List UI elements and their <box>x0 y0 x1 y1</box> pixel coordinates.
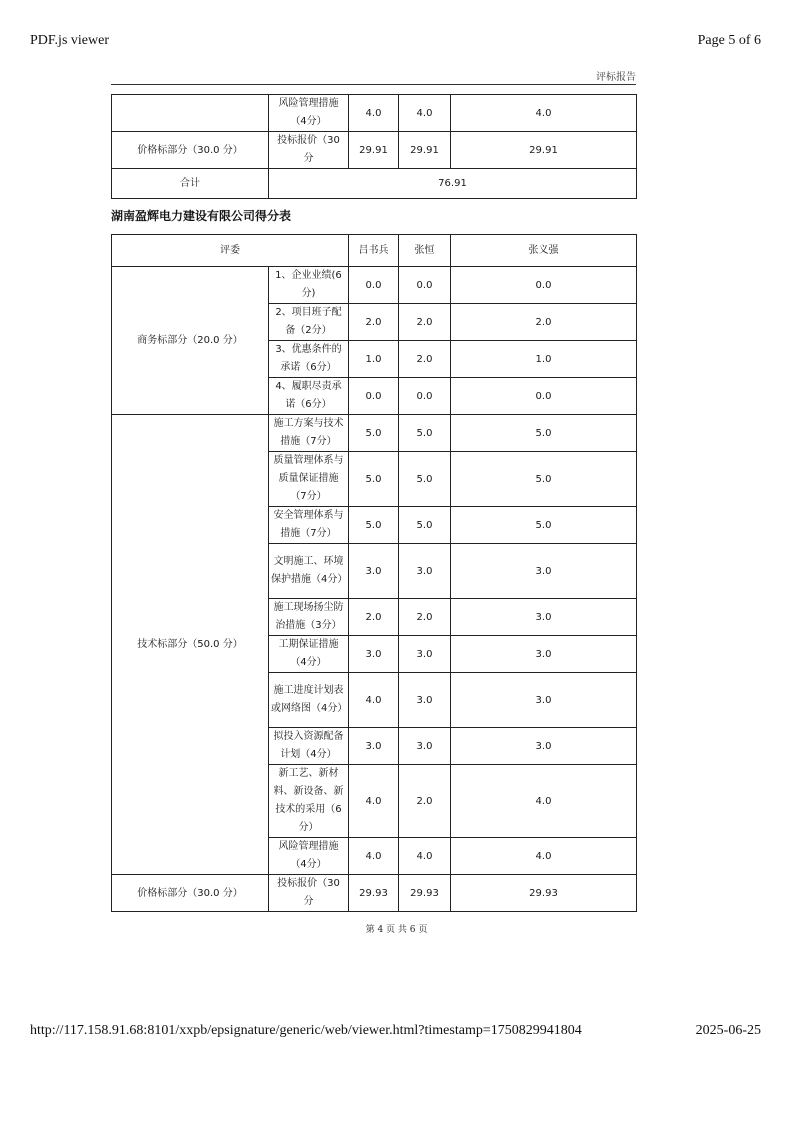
table-row <box>112 875 637 912</box>
judge-header: 张恒 <box>399 235 451 267</box>
score-cell: 5.0 <box>349 507 399 544</box>
score-cell: 5.0 <box>399 507 451 544</box>
score-cell: 4.0 <box>349 95 399 132</box>
criterion-cell: 施工方案与技术措施（7分） <box>269 415 349 452</box>
report-tag: 评标报告 <box>596 72 636 83</box>
score-cell: 4.0 <box>451 838 637 875</box>
score-cell: 5.0 <box>399 452 451 507</box>
score-cell: 2.0 <box>399 304 451 341</box>
score-cell: 29.93 <box>399 875 451 912</box>
score-cell: 3.0 <box>451 673 637 728</box>
total-label: 合计 <box>112 169 269 199</box>
score-cell: 4.0 <box>349 838 399 875</box>
score-cell: 2.0 <box>349 599 399 636</box>
score-cell: 29.93 <box>451 875 637 912</box>
score-cell: 29.91 <box>399 132 451 169</box>
score-cell: 0.0 <box>349 378 399 415</box>
prev-score-table <box>111 94 637 199</box>
score-cell: 5.0 <box>349 452 399 507</box>
score-cell: 4.0 <box>399 95 451 132</box>
judge-header: 张义强 <box>451 235 637 267</box>
total-row <box>112 169 637 199</box>
score-cell: 0.0 <box>451 378 637 415</box>
criterion-cell: 风险管理措施（4分） <box>269 838 349 875</box>
criterion-cell: 投标报价（30 分 <box>269 875 349 912</box>
page-number: 第 4 页 共 6 页 <box>365 925 428 935</box>
criterion-cell: 工期保证措施（4分） <box>269 636 349 673</box>
section-cell: 价格标部分（30.0 分） <box>112 875 269 912</box>
score-cell: 0.0 <box>451 267 637 304</box>
score-cell: 3.0 <box>451 599 637 636</box>
score-cell: 4.0 <box>399 838 451 875</box>
criterion-cell: 安全管理体系与措施（7分） <box>269 507 349 544</box>
score-cell: 0.0 <box>399 267 451 304</box>
criterion-cell: 2、项目班子配备（2分） <box>269 304 349 341</box>
score-cell: 3.0 <box>451 544 637 599</box>
table-row <box>112 95 637 132</box>
score-cell: 0.0 <box>349 267 399 304</box>
score-cell: 3.0 <box>399 728 451 765</box>
score-cell: 29.93 <box>349 875 399 912</box>
score-cell: 2.0 <box>399 599 451 636</box>
criterion-cell: 施工进度计划表或网络图（4分） <box>269 673 349 728</box>
table-row <box>112 132 637 169</box>
score-cell: 4.0 <box>451 765 637 838</box>
criterion-cell: 新工艺、新材料、新设备、新技术的采用（6分） <box>269 765 349 838</box>
score-cell: 2.0 <box>349 304 399 341</box>
criterion-cell: 施工现场扬尘防治措施（3分） <box>269 599 349 636</box>
app-title: PDF.js viewer <box>30 33 109 48</box>
score-table <box>111 234 637 912</box>
criterion-cell: 拟投入资源配备计划（4分） <box>269 728 349 765</box>
score-cell: 4.0 <box>349 765 399 838</box>
criterion-cell: 文明施工、环境保护措施（4分） <box>269 544 349 599</box>
section-cell: 技术标部分（50.0 分） <box>112 415 269 875</box>
score-cell: 29.91 <box>451 132 637 169</box>
score-cell: 5.0 <box>349 415 399 452</box>
score-cell: 5.0 <box>451 415 637 452</box>
score-cell: 3.0 <box>349 728 399 765</box>
page-indicator: Page 5 of 6 <box>697 33 761 48</box>
criterion-cell: 质量管理体系与质量保证措施（7分） <box>269 452 349 507</box>
table-row <box>112 267 637 304</box>
reviewer-header: 评委 <box>112 235 349 267</box>
score-cell: 4.0 <box>349 673 399 728</box>
total-value: 76.91 <box>269 169 637 199</box>
section-cell <box>112 95 269 132</box>
score-cell: 0.0 <box>399 378 451 415</box>
score-cell: 5.0 <box>451 507 637 544</box>
header-row <box>112 235 637 267</box>
criterion-cell: 1、企业业绩(6分) <box>269 267 349 304</box>
print-date: 2025-06-25 <box>695 1023 761 1038</box>
section-cell: 商务标部分（20.0 分） <box>112 267 269 415</box>
score-cell: 5.0 <box>451 452 637 507</box>
company-title: 湖南盈辉电力建设有限公司得分表 <box>111 209 292 223</box>
score-cell: 4.0 <box>451 95 637 132</box>
criterion-cell: 投标报价（30 分 <box>269 132 349 169</box>
header-rule <box>111 84 636 85</box>
table-row <box>112 415 637 452</box>
score-cell: 1.0 <box>451 341 637 378</box>
score-cell: 3.0 <box>399 673 451 728</box>
score-cell: 2.0 <box>399 341 451 378</box>
score-cell: 5.0 <box>399 415 451 452</box>
score-cell: 1.0 <box>349 341 399 378</box>
criterion-cell: 4、履职尽责承诺（6分） <box>269 378 349 415</box>
score-cell: 3.0 <box>399 544 451 599</box>
score-cell: 3.0 <box>349 636 399 673</box>
page-url: http://117.158.91.68:8101/xxpb/epsignature/generic/web/viewer.html?timestamp=1750829941804 <box>30 1023 582 1038</box>
section-cell: 价格标部分（30.0 分） <box>112 132 269 169</box>
criterion-cell: 3、优惠条件的承诺（6分） <box>269 341 349 378</box>
score-cell: 3.0 <box>451 728 637 765</box>
score-cell: 2.0 <box>451 304 637 341</box>
score-cell: 3.0 <box>451 636 637 673</box>
score-cell: 29.91 <box>349 132 399 169</box>
score-cell: 3.0 <box>349 544 399 599</box>
score-cell: 3.0 <box>399 636 451 673</box>
judge-header: 吕书兵 <box>349 235 399 267</box>
criterion-cell: 风险管理措施（4分） <box>269 95 349 132</box>
score-cell: 2.0 <box>399 765 451 838</box>
